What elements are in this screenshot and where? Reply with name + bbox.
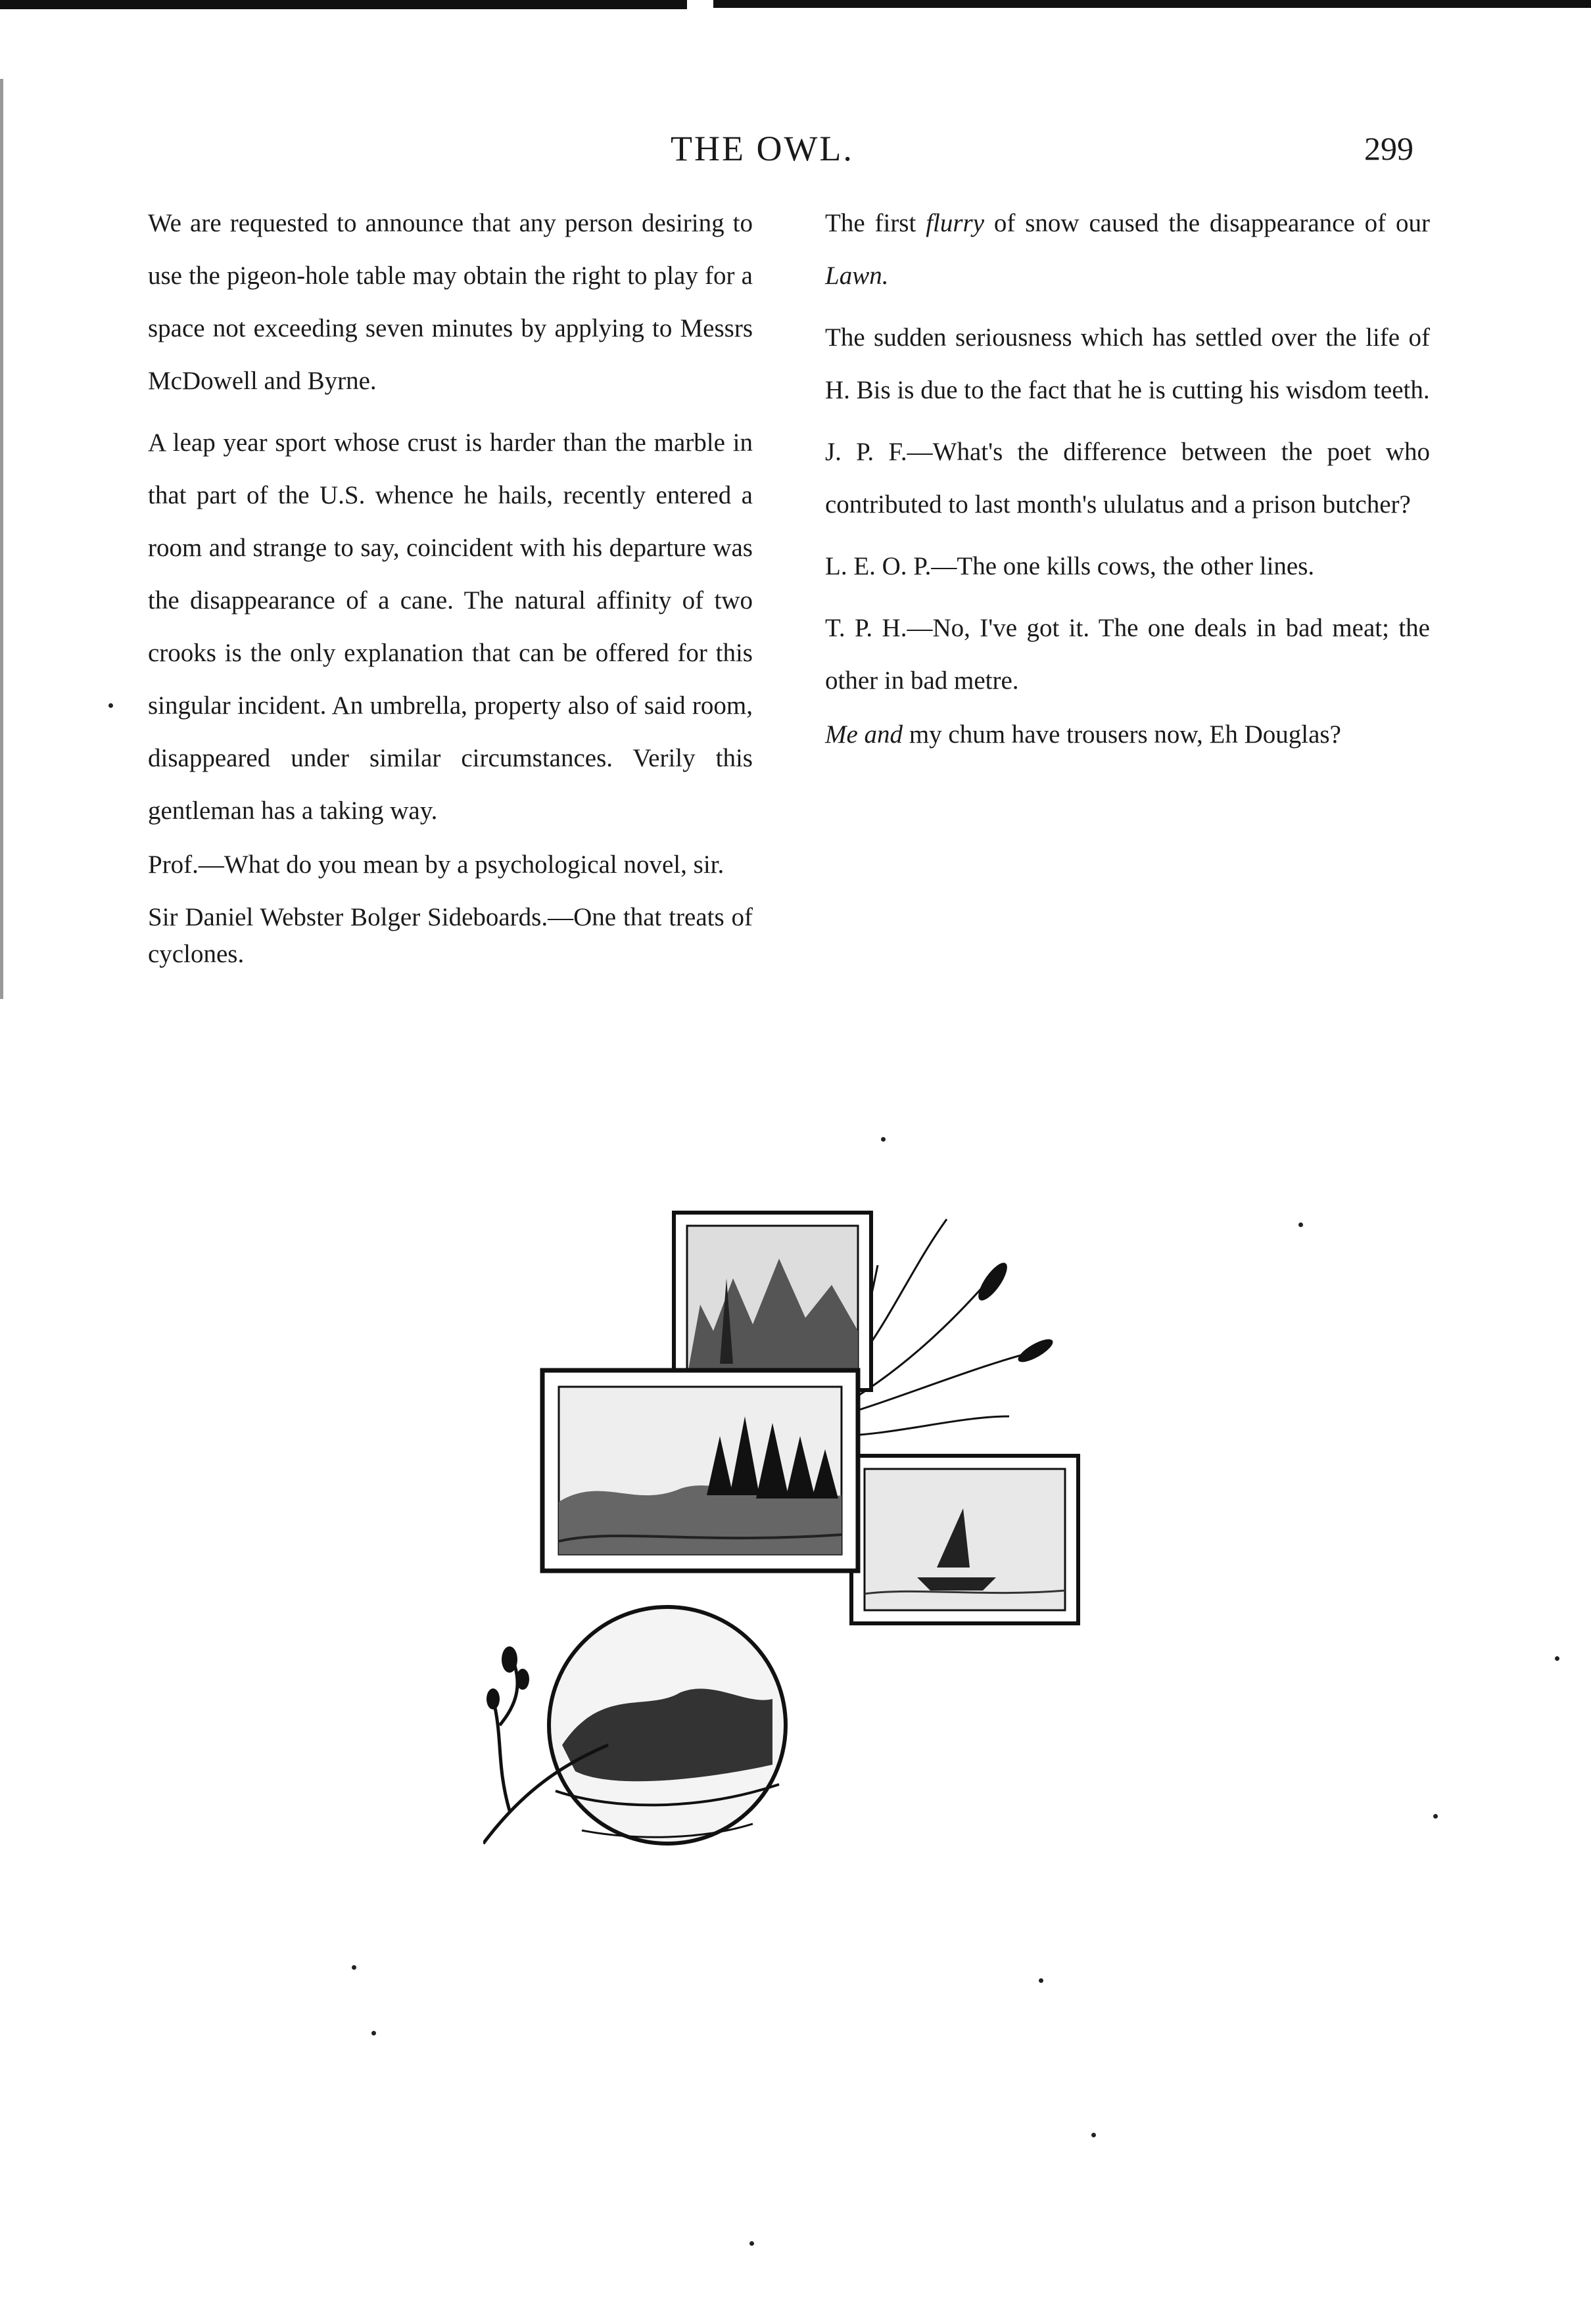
paragraph-leap-year-sport: A leap year sport whose crust is harder than the marble in that part of the U.S. whence he hails, recently entered a room and strange to say, coincident with his departure was the disappearance of a cane. The natural affinity of two crooks is the only explanation that can be offered for this singular incident. An umbrella, property also of said room, disappeared under similar circumstances. Verily this gentleman has a taking way. [148, 429, 753, 825]
paragraph-sideboards-answer: Sir Daniel Webster Bolger Sideboards.—One that treats of cyclones. [148, 903, 753, 968]
scan-speck [881, 1137, 886, 1142]
top-rule-right [713, 0, 1591, 8]
flurry-emphasis: flurry [926, 209, 985, 237]
scan-speck [749, 2241, 754, 2246]
trousers-text: my chum have trousers now, Eh Douglas? [903, 720, 1341, 749]
paragraph-wisdom-teeth: The sudden seriousness which has settled over the life of H. Bis is due to the fact that he is cutting his wisdom teeth. [825, 323, 1430, 404]
paragraph-tph-answer: T. P. H.—No, I've got it. The one deals in bad meat; the other in bad metre. [825, 614, 1430, 695]
left-column [148, 197, 753, 988]
top-rule-left [0, 0, 687, 9]
page-title: THE OWL. [671, 129, 854, 168]
scan-speck [352, 1965, 356, 1970]
left-edge-shadow [0, 79, 3, 999]
right-column [825, 197, 1430, 766]
scan-speck [108, 703, 113, 708]
me-and-emphasis: Me and [825, 720, 903, 749]
paragraph-pigeon-hole: We are requested to announce that any person desiring to use the pigeon-hole table may obtain the right to play for a space not exceeding seven minutes by applying to Messrs McDowell and Byrne. [148, 209, 753, 395]
scan-speck [1555, 1656, 1559, 1661]
paragraph-prof-question: Prof.—What do you mean by a psychological novel, sir. [148, 850, 724, 879]
lawn-emphasis: Lawn. [825, 262, 889, 290]
paragraph-jpf-question: J. P. F.—What's the difference between the poet who contributed to last month's ululatus and a prison butcher? [825, 438, 1430, 519]
paragraph-trousers [825, 716, 1430, 753]
scan-speck [1091, 2133, 1096, 2137]
landscape-vignette-icon [483, 1199, 1108, 1853]
scan-speck [1433, 1814, 1438, 1819]
flurry-text-a: The first [825, 209, 926, 237]
scan-speck [371, 2031, 376, 2035]
scan-speck [1298, 1222, 1303, 1227]
paragraph-leop-answer: L. E. O. P.—The one kills cows, the other lines. [825, 552, 1315, 580]
scan-speck [1039, 1978, 1043, 1983]
page-number: 299 [1364, 130, 1413, 167]
flurry-text-b: of snow caused the disappearance of our [984, 209, 1430, 237]
paragraph-flurry [825, 197, 1430, 302]
running-header [0, 128, 1591, 181]
